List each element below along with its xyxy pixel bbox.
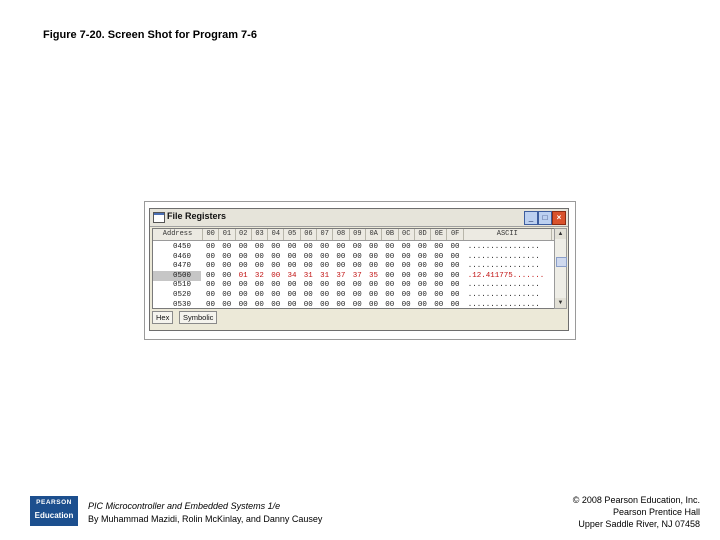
register-cell[interactable]: 00	[206, 243, 216, 251]
register-cell[interactable]: 00	[254, 243, 264, 251]
row-address[interactable]: 0450	[173, 243, 192, 251]
register-cell[interactable]: 00	[336, 262, 346, 271]
header-col: 01	[219, 229, 235, 240]
register-cell[interactable]: 00	[434, 300, 444, 309]
screenshot-frame	[144, 201, 576, 340]
register-cell[interactable]: 00	[401, 281, 411, 290]
figure-title: Figure 7-20. Screen Shot for Program 7-6	[43, 29, 257, 41]
register-cell[interactable]: 31	[320, 271, 330, 280]
register-cell[interactable]: 00	[238, 252, 248, 261]
register-cell[interactable]: 00	[271, 252, 281, 261]
register-cell[interactable]: 00	[303, 243, 313, 251]
ascii-cell[interactable]: ................	[467, 262, 540, 271]
register-cell[interactable]: 00	[254, 281, 264, 290]
header-col: 0C	[399, 229, 415, 240]
logo-top-text: PEARSON	[36, 499, 72, 506]
ascii-cell[interactable]: ................	[467, 300, 540, 309]
footer-copyright	[573, 494, 700, 530]
register-cell[interactable]: 00	[417, 262, 427, 271]
row-address[interactable]: 0510	[173, 281, 192, 290]
header-col: 09	[350, 229, 366, 240]
register-cell[interactable]: 00	[271, 262, 281, 271]
header-col: 06	[301, 229, 317, 240]
register-cell[interactable]: 00	[352, 291, 362, 299]
register-cell[interactable]: 00	[303, 291, 313, 299]
register-cell[interactable]: 00	[206, 271, 216, 280]
register-cell[interactable]: 00	[450, 291, 460, 299]
register-cell[interactable]: 00	[271, 291, 281, 299]
register-cell[interactable]: 00	[254, 252, 264, 261]
register-cell[interactable]: 00	[352, 243, 362, 251]
header-col: 07	[317, 229, 333, 240]
register-cell[interactable]: 00	[385, 281, 395, 290]
register-cell[interactable]: 00	[222, 252, 232, 261]
header-col: 08	[333, 229, 349, 240]
register-cell[interactable]: 00	[206, 252, 216, 261]
header-col: 02	[236, 229, 252, 240]
scroll-up-icon[interactable]: ▲	[555, 229, 566, 239]
register-cell[interactable]: 00	[434, 281, 444, 290]
book-title: PIC Microcontroller and Embedded Systems 1/e	[88, 501, 281, 511]
register-cell[interactable]: 00	[450, 252, 460, 261]
register-cell[interactable]: 00	[320, 300, 330, 309]
register-cell[interactable]: 00	[303, 252, 313, 261]
register-cell[interactable]: 00	[352, 252, 362, 261]
register-cell[interactable]: 00	[385, 291, 395, 299]
register-cell[interactable]: 35	[369, 271, 379, 280]
register-cell[interactable]: 00	[369, 252, 379, 261]
register-cell[interactable]: 00	[401, 252, 411, 261]
row-address[interactable]: 0520	[173, 291, 192, 299]
publisher-line: Pearson Prentice Hall	[612, 507, 700, 517]
register-cell[interactable]: 00	[287, 243, 297, 251]
register-cell[interactable]: 00	[287, 300, 297, 309]
logo-bottom-text: Education	[34, 511, 74, 520]
register-cell[interactable]: 00	[369, 243, 379, 251]
register-cell[interactable]: 00	[222, 271, 232, 280]
window-icon	[153, 212, 165, 223]
register-cell[interactable]: 00	[352, 281, 362, 290]
register-cell[interactable]: 00	[238, 262, 248, 271]
register-cell[interactable]: 00	[450, 281, 460, 290]
row-address[interactable]: 0530	[173, 300, 192, 309]
header-col: 00	[203, 229, 219, 240]
register-cell[interactable]: 00	[254, 262, 264, 271]
register-cell[interactable]: 00	[385, 243, 395, 251]
window-title: File Registers	[167, 211, 227, 221]
register-cell[interactable]: 00	[271, 243, 281, 251]
scroll-thumb[interactable]	[556, 257, 567, 267]
register-cell[interactable]: 00	[303, 300, 313, 309]
maximize-icon[interactable]: □	[538, 211, 552, 225]
register-cell[interactable]: 00	[287, 291, 297, 299]
register-cell[interactable]: 00	[434, 252, 444, 261]
register-cell[interactable]: 00	[417, 252, 427, 261]
register-cell[interactable]: 00	[450, 243, 460, 251]
header-col: 05	[285, 229, 301, 240]
register-cell[interactable]: 00	[222, 243, 232, 251]
register-cell[interactable]: 00	[336, 300, 346, 309]
register-cell[interactable]: 00	[417, 243, 427, 251]
header-col: 0E	[431, 229, 447, 240]
register-cell[interactable]: 00	[369, 291, 379, 299]
register-cell[interactable]: 00	[222, 300, 232, 309]
register-cell[interactable]: 00	[303, 262, 313, 271]
book-authors: By Muhammad Mazidi, Rolin McKinlay, and Danny Causey	[88, 514, 323, 524]
register-cell[interactable]: 00	[238, 243, 248, 251]
minimize-icon[interactable]: _	[524, 211, 538, 225]
register-cell[interactable]: 00	[385, 262, 395, 271]
register-cell[interactable]: 31	[303, 271, 313, 280]
header-col: 04	[268, 229, 284, 240]
register-cell[interactable]: 00	[320, 243, 330, 251]
header-col: 0B	[382, 229, 398, 240]
register-cell[interactable]: 00	[385, 252, 395, 261]
register-cell[interactable]: 00	[450, 300, 460, 309]
pearson-logo	[30, 496, 78, 526]
ascii-cell[interactable]: ................	[467, 281, 540, 290]
header-col: 03	[252, 229, 268, 240]
register-cell[interactable]: 00	[271, 271, 281, 280]
register-cell[interactable]: 00	[320, 291, 330, 299]
row-address[interactable]: 0470	[173, 262, 192, 271]
register-cell[interactable]: 00	[254, 300, 264, 309]
register-cell[interactable]: 00	[417, 271, 427, 280]
register-cell[interactable]: 00	[320, 281, 330, 290]
grid-header-row	[153, 229, 555, 241]
row-address[interactable]: 0500	[173, 271, 192, 280]
header-ascii: ASCII	[464, 229, 552, 240]
register-cell[interactable]: 00	[401, 291, 411, 299]
register-cell[interactable]: 37	[336, 271, 346, 280]
register-cell[interactable]: 00	[401, 300, 411, 309]
ascii-cell[interactable]: ................	[467, 252, 540, 261]
header-col: 0F	[448, 229, 464, 240]
register-cell[interactable]: 00	[434, 243, 444, 251]
register-cell[interactable]: 00	[450, 262, 460, 271]
register-cell[interactable]: 00	[401, 262, 411, 271]
tab-symbolic[interactable]: Symbolic	[179, 311, 217, 324]
scroll-down-icon[interactable]: ▼	[555, 298, 566, 308]
register-cell[interactable]: 00	[336, 243, 346, 251]
ascii-cell[interactable]: ................	[467, 243, 540, 251]
register-cell[interactable]: 00	[369, 262, 379, 271]
header-col: 0D	[415, 229, 431, 240]
file-register-grid	[152, 228, 556, 309]
register-cell[interactable]: 00	[320, 262, 330, 271]
register-cell[interactable]: 00	[401, 243, 411, 251]
register-cell[interactable]: 00	[369, 300, 379, 309]
register-cell[interactable]: 00	[385, 300, 395, 309]
register-cell[interactable]: 00	[271, 281, 281, 290]
vertical-scrollbar[interactable]	[554, 228, 567, 309]
register-cell[interactable]: 00	[206, 300, 216, 309]
register-cell[interactable]: 00	[222, 262, 232, 271]
register-cell[interactable]: 00	[254, 291, 264, 299]
register-cell[interactable]: 00	[450, 271, 460, 280]
close-icon[interactable]: ×	[552, 211, 566, 225]
register-cell[interactable]: 00	[434, 271, 444, 280]
register-cell[interactable]: 00	[369, 281, 379, 290]
register-cell[interactable]: 00	[336, 281, 346, 290]
register-cell[interactable]: 00	[238, 281, 248, 290]
register-cell[interactable]: 00	[336, 291, 346, 299]
register-cell[interactable]: 00	[352, 300, 362, 309]
register-cell[interactable]: 00	[287, 281, 297, 290]
register-cell[interactable]: 00	[401, 271, 411, 280]
register-cell[interactable]: 00	[287, 252, 297, 261]
header-col: 0A	[366, 229, 382, 240]
register-cell[interactable]: 00	[385, 271, 395, 280]
register-cell[interactable]: 00	[238, 300, 248, 309]
window-titlebar[interactable]	[150, 209, 568, 227]
tab-hex[interactable]: Hex	[152, 311, 173, 324]
ascii-cell[interactable]: ................	[467, 291, 540, 299]
file-registers-window	[149, 208, 569, 331]
register-cell[interactable]: 37	[352, 271, 362, 280]
register-cell[interactable]: 00	[206, 281, 216, 290]
footer-citation	[88, 500, 322, 526]
register-cell[interactable]: 00	[206, 262, 216, 271]
register-cell[interactable]: 00	[417, 281, 427, 290]
header-address: Address	[153, 229, 203, 240]
register-cell[interactable]: 00	[238, 291, 248, 299]
register-cell[interactable]: 00	[303, 281, 313, 290]
register-cell[interactable]: 00	[434, 262, 444, 271]
register-cell[interactable]: 00	[417, 300, 427, 309]
register-cell[interactable]: 00	[352, 262, 362, 271]
publisher-location: Upper Saddle River, NJ 07458	[578, 519, 700, 529]
register-cell[interactable]: 00	[336, 252, 346, 261]
register-cell[interactable]: 00	[206, 291, 216, 299]
register-cell[interactable]: 00	[320, 252, 330, 261]
register-cell[interactable]: 01	[238, 271, 248, 280]
register-cell[interactable]: 00	[287, 262, 297, 271]
register-cell[interactable]: 00	[222, 291, 232, 299]
row-address[interactable]: 0460	[173, 252, 192, 261]
register-cell[interactable]: 00	[222, 281, 232, 290]
copyright-line: © 2008 Pearson Education, Inc.	[572, 495, 700, 505]
register-cell[interactable]: 00	[434, 291, 444, 299]
register-cell[interactable]: 00	[271, 300, 281, 309]
register-cell[interactable]: 34	[287, 271, 297, 280]
register-cell[interactable]: 32	[254, 271, 264, 280]
ascii-cell[interactable]: .12.411775.......	[467, 271, 545, 280]
register-cell[interactable]: 00	[417, 291, 427, 299]
